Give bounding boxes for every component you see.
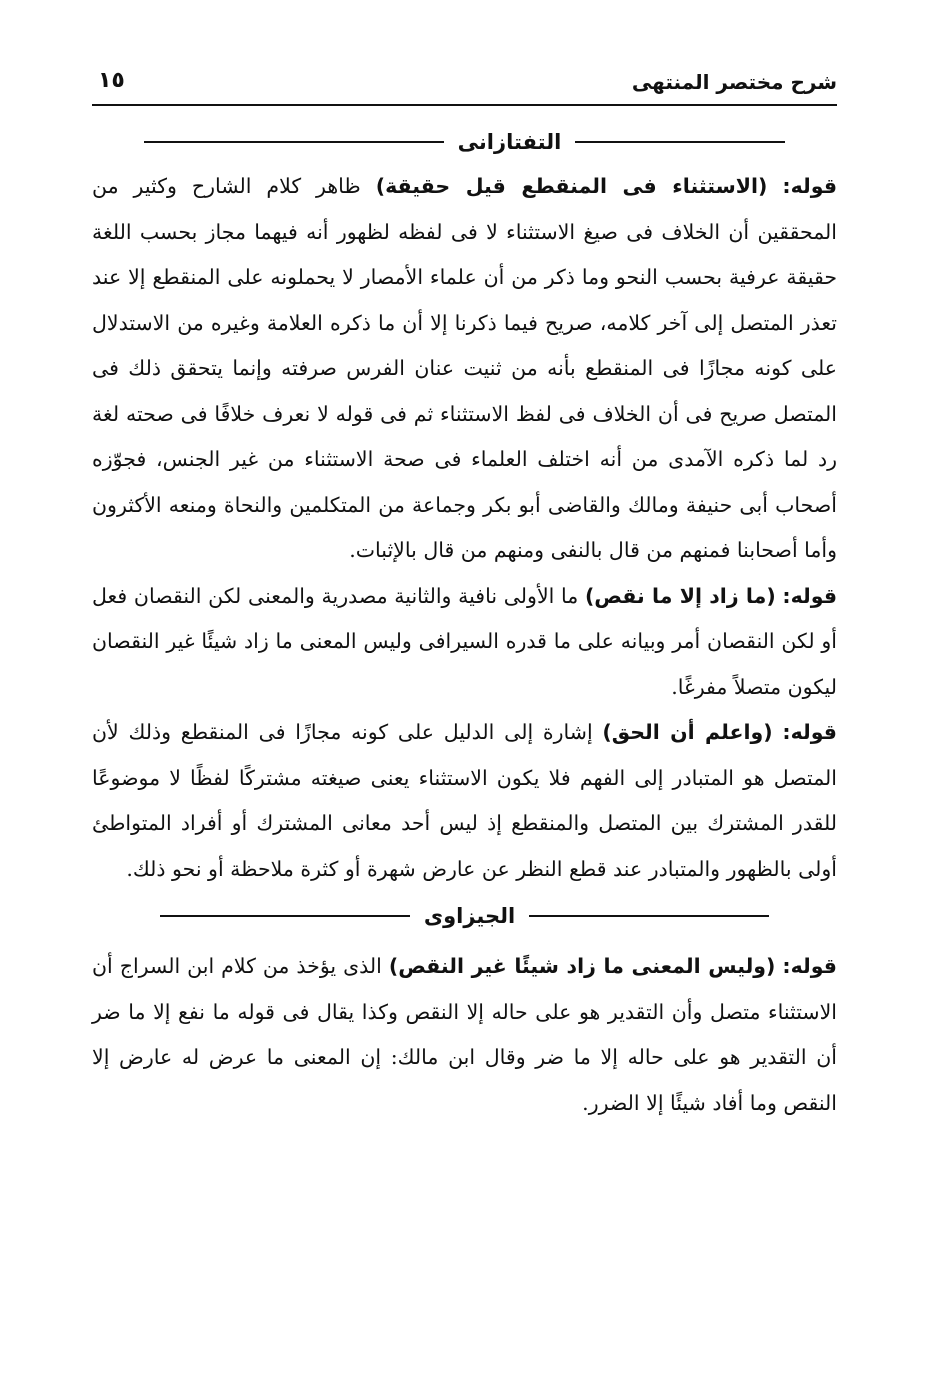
commentary-paragraph: [92, 944, 837, 1126]
section-title: التفتازانى: [457, 130, 562, 154]
commentary-paragraph: [92, 710, 837, 892]
heading-rule-left: [144, 141, 444, 143]
quoted-matn: (واعلم أن الحق): [602, 720, 773, 744]
book-page: [92, 60, 837, 1126]
quoted-matn: (الاستثناء فى المنقطع قيل حقيقة): [375, 174, 768, 198]
paragraph-lead: قوله:: [782, 583, 837, 608]
paragraph-lead: قوله:: [782, 954, 837, 978]
heading-rule-right: [529, 915, 769, 917]
running-header: [92, 60, 837, 106]
heading-rule-left: [160, 915, 410, 917]
section-body-jizawi: [92, 944, 837, 1126]
paragraph-lead: قوله:: [782, 720, 837, 744]
section-body-taftazani: [92, 164, 837, 892]
paragraph-text: الذى يؤخذ من كلام ابن السراج أن الاستثناء متصل وأن التقدير هو على حاله إلا النقص وكذا يقال فى قوله ما نفع إلا ما ضر أن التقدير هو على حاله إلا ما ضر وقال ابن مالك: إن المعنى ما عرض له عارض إلا النقص وما أفاد شيئًا إلا الضرر.: [92, 954, 837, 1115]
section-title: الجيزاوى: [423, 904, 516, 928]
page-number: ١٥: [98, 68, 125, 93]
quoted-matn: (وليس المعنى ما زاد شيئًا غير النقص): [388, 954, 776, 978]
paragraph-text: ظاهر كلام الشارح وكثير من المحققين أن الخلاف فى صيغ الاستثناء لا فى لفظه لظهور أنه فيهما مجاز بحسب اللغة حقيقة عرفية بحسب النحو وما ذكر من أن علماء الأمصار لا يحملونه على المنقطع إلا عند تعذر المتصل إلى آخر كلامه، صريح فيما ذكرنا إلا أن ما ذكره العلامة وغيره من الاستدلال على كونه مجازًا فى المنقطع بأنه من ثنيت عنان الفرس صرفته وإنما يتحقق ذلك فى المتصل صريح فى أن الخلاف فى لفظ الاستثناء ثم فى قوله لا نعرف خلافًا فى صحته لغة رد لما ذكره الآمدى من أنه اختلف العلماء فى صحة الاستثناء من غير الجنس، فجوّزه أصحاب أبى حنيفة ومالك والقاضى أبو بكر وجماعة من المتكلمين والنحاة ومنعه الأكثرون وأما أصحابنا فمنهم من قال بالنفى ومنهم من قال بالإثبات.: [92, 174, 837, 562]
paragraph-lead: قوله:: [782, 174, 837, 198]
quoted-matn: (ما زاد إلا ما نقص): [584, 583, 776, 608]
heading-rule-right: [575, 141, 785, 143]
commentary-paragraph: [92, 574, 837, 711]
book-title: شرح مختصر المنتهى: [631, 70, 837, 94]
paragraph-text: ما الأولى نافية والثانية مصدرية والمعنى لكن النقصان فعل أو لكن النقصان أمر وبيانه على ما قدره السيرافى وليس المعنى ما زاد شيئًا غير النقصان ليكون متصلاً مفرغًا.: [92, 583, 837, 699]
paragraph-text: إشارة إلى الدليل على كونه مجازًا فى المنقطع وذلك لأن المتصل هو المتبادر إلى الفهم فلا يكون الاستثناء يعنى صيغته مشتركًا لفظًا لا موضوعًا للقدر المشترك بين المتصل والمنقطع إذ ليس أحد معانى المشترك أو أفراد المتواطئ أولى بالظهور والمتبادر عند قطع النظر عن عارض شهرة أو كثرة ملاحظة أو نحو ذلك.: [92, 720, 837, 881]
section-heading-jizawi: [92, 896, 837, 936]
section-heading-taftazani: [92, 122, 837, 162]
commentary-paragraph: [92, 164, 837, 574]
